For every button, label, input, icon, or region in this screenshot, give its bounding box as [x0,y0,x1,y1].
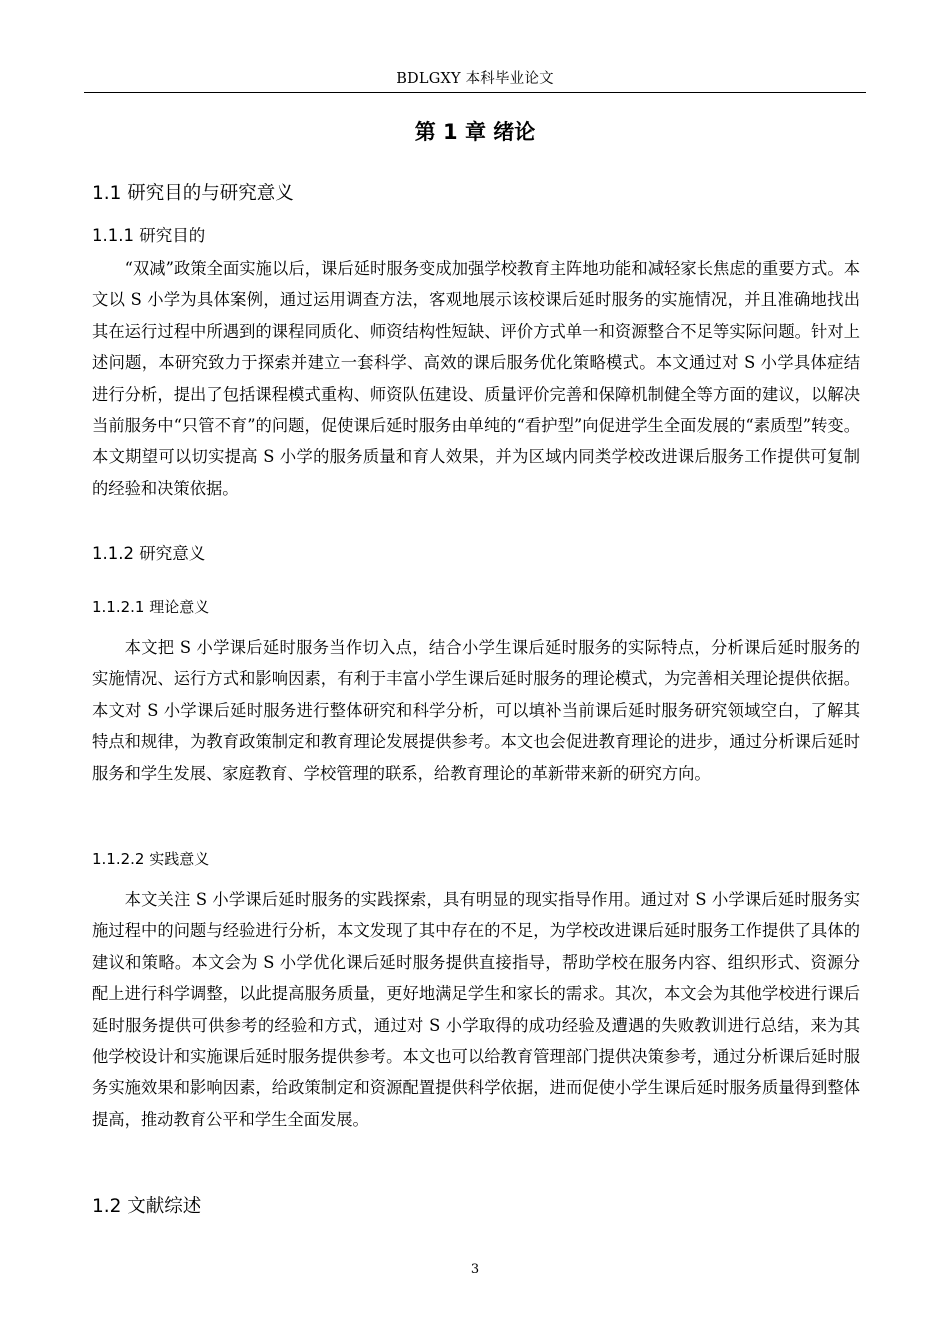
section-heading-1-2: 1.2 文献综述 [92,1196,202,1217]
section-heading-1-1-1: 1.1.1 研究目的 [92,226,206,245]
paragraph-practical-significance: 本文关注 S 小学课后延时服务的实践探索，具有明显的现实指导作用。通过对 S 小学课后延时服务实施过程中的问题与经验进行分析，本文发现了其中存在的不足，为学校改进课后延时服务工作提供了具体的建议和策略。本文会为 S 小学优化课后延时服务提供直接指导，帮助学校在服务内容、组织形式、资源分配上进行科学调整，以此提高服务质量，更好地满足学生和家长的需求。其次，本文会为其他学校进行课后延时服务提供可供参考的经验和方式，通过对 S 小学取得的成功经验及遭遇的失败教训进行总结，来为其他学校设计和实施课后延时服务提供参考。本文也可以给教育管理部门提供决策参考，通过分析课后延时服务实施效果和影响因素，给政策制定和资源配置提供科学依据，进而促使小学生课后延时服务质量得到整体提高，推动教育公平和学生全面发展。 [92,890,860,1129]
page-number: 3 [470,1262,480,1277]
section-heading-1-1: 1.1 研究目的与研究意义 [92,183,294,204]
section-heading-1-1-2: 1.1.2 研究意义 [92,544,206,563]
chapter-title: 第 1 章 绪论 [414,120,536,144]
paragraph-research-purpose: “双减”政策全面实施以后，课后延时服务变成加强学校教育主阵地功能和减轻家长焦虑的重要方式。本文以 S 小学为具体案例，通过运用调查方法，客观地展示该校课后延时服务的实施情况，并且准确地找出其在运行过程中所遇到的课程同质化、师资结构性短缺、评价方式单一和资源整合不足等实际问题。针对上述问题，本研究致力于探索并建立一套科学、高效的课后服务优化策略模式。本文通过对 S 小学具体症结进行分析，提出了包括课程模式重构、师资队伍建设、质量评价完善和保障机制健全等方面的建议，以解决当前服务中“只管不育”的问题，促使课后延时服务由单纯的“看护型”向促进学生全面发展的“素质型”转变。本文期望可以切实提高 S 小学的服务质量和育人效果，并为区域内同类学校改进课后服务工作提供可复制的经验和决策依据。 [92,259,860,498]
section-heading-1-1-2-1: 1.1.2.1 理论意义 [92,598,210,616]
page-header: BDLGXY 本科毕业论文 [84,66,866,93]
section-heading-1-1-2-2: 1.1.2.2 实践意义 [92,850,210,868]
paragraph-theoretical-significance: 本文把 S 小学课后延时服务当作切入点，结合小学生课后延时服务的实际特点，分析课后延时服务的实施情况、运行方式和影响因素，有利于丰富小学生课后延时服务的理论模式，为完善相关理论提供依据。本文对 S 小学课后延时服务进行整体研究和科学分析，可以填补当前课后延时服务研究领域空白，了解其特点和规律，为教育政策制定和教育理论发展提供参考。本文也会促进教育理论的进步，通过分析课后延时服务和学生发展、家庭教育、学校管理的联系，给教育理论的革新带来新的研究方向。 [92,638,860,783]
